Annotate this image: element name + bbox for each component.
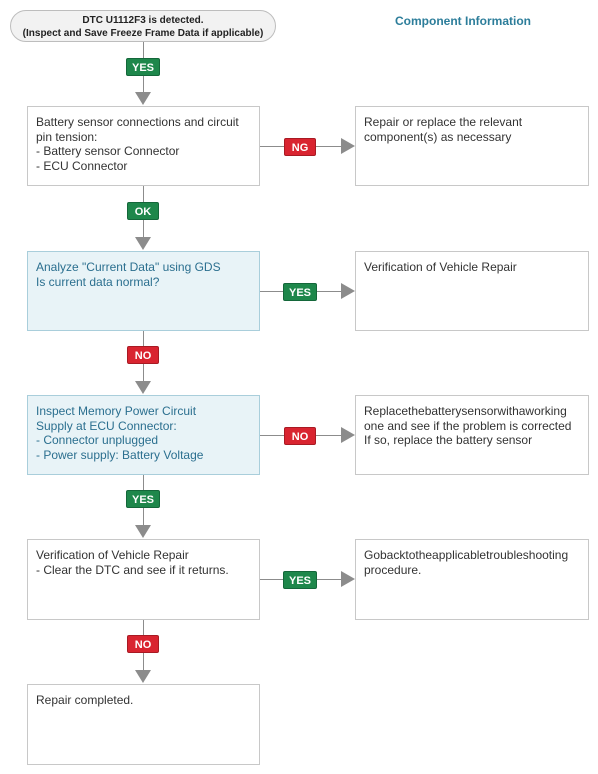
outcome-box-verification xyxy=(355,251,589,331)
step-box-repair-completed xyxy=(27,684,260,765)
step-text-line: - Connector unplugged xyxy=(36,433,159,448)
arrow-right-icon xyxy=(341,283,355,299)
outcome-text-line: procedure. xyxy=(364,562,422,577)
outcome-text-line: Replacethebatterysensorwithaworking xyxy=(364,404,567,418)
start-node xyxy=(10,10,276,42)
badge-ng: NG xyxy=(284,138,316,156)
outcome-box-repair xyxy=(355,106,589,186)
badge-no: NO xyxy=(284,427,316,445)
step-box-connections xyxy=(27,106,260,186)
badge-yes: YES xyxy=(283,571,317,589)
start-title: DTC U1112F3 is detected. xyxy=(82,15,204,26)
arrow-down-icon xyxy=(135,525,151,538)
badge-ok: OK xyxy=(127,202,159,220)
step-text-line: Analyze "Current Data" using GDS xyxy=(36,260,221,274)
outcome-box-replace-sensor xyxy=(355,395,589,475)
arrow-down-icon xyxy=(135,381,151,394)
step-box-verification xyxy=(27,539,260,620)
outcome-box-go-back xyxy=(355,539,589,620)
arrow-down-icon xyxy=(135,237,151,250)
step-text-line: Inspect Memory Power Circuit xyxy=(36,404,197,418)
arrow-right-icon xyxy=(341,571,355,587)
step-text-line: pin tension: xyxy=(36,129,98,144)
step-text-line: Repair completed. xyxy=(36,693,134,707)
outcome-text-line: Gobacktotheapplicabletroubleshooting xyxy=(364,548,569,562)
arrow-right-icon xyxy=(341,427,355,443)
badge-yes: YES xyxy=(126,58,160,76)
outcome-text-line: If so, replace the battery sensor xyxy=(364,433,533,448)
component-information-heading: Component Information xyxy=(395,14,531,28)
step-box-memory-power xyxy=(27,395,260,475)
step-text-line: - Battery sensor Connector xyxy=(36,144,180,159)
outcome-text-line: one and see if the problem is corrected xyxy=(364,418,572,433)
step-text-line: Is current data normal? xyxy=(36,274,160,289)
step-text-line: Verification of Vehicle Repair xyxy=(36,548,189,562)
badge-yes: YES xyxy=(126,490,160,508)
arrow-down-icon xyxy=(135,670,151,683)
arrow-down-icon xyxy=(135,92,151,105)
outcome-text-line: Repair or replace the relevant xyxy=(364,115,523,129)
arrow-right-icon xyxy=(341,138,355,154)
step-text-line: Supply at ECU Connector: xyxy=(36,418,177,433)
outcome-text-line: Verification of Vehicle Repair xyxy=(364,260,517,274)
start-subtitle: (Inspect and Save Freeze Frame Data if applicable) xyxy=(22,28,264,39)
step-text-line: - ECU Connector xyxy=(36,158,128,173)
badge-yes: YES xyxy=(283,283,317,301)
step-text-line: Battery sensor connections and circuit xyxy=(36,115,239,129)
step-box-current-data xyxy=(27,251,260,331)
badge-no: NO xyxy=(127,346,159,364)
outcome-text-line: component(s) as necessary xyxy=(364,129,512,144)
badge-no: NO xyxy=(127,635,159,653)
step-text-line: - Power supply: Battery Voltage xyxy=(36,447,204,462)
step-text-line: - Clear the DTC and see if it returns. xyxy=(36,562,229,577)
